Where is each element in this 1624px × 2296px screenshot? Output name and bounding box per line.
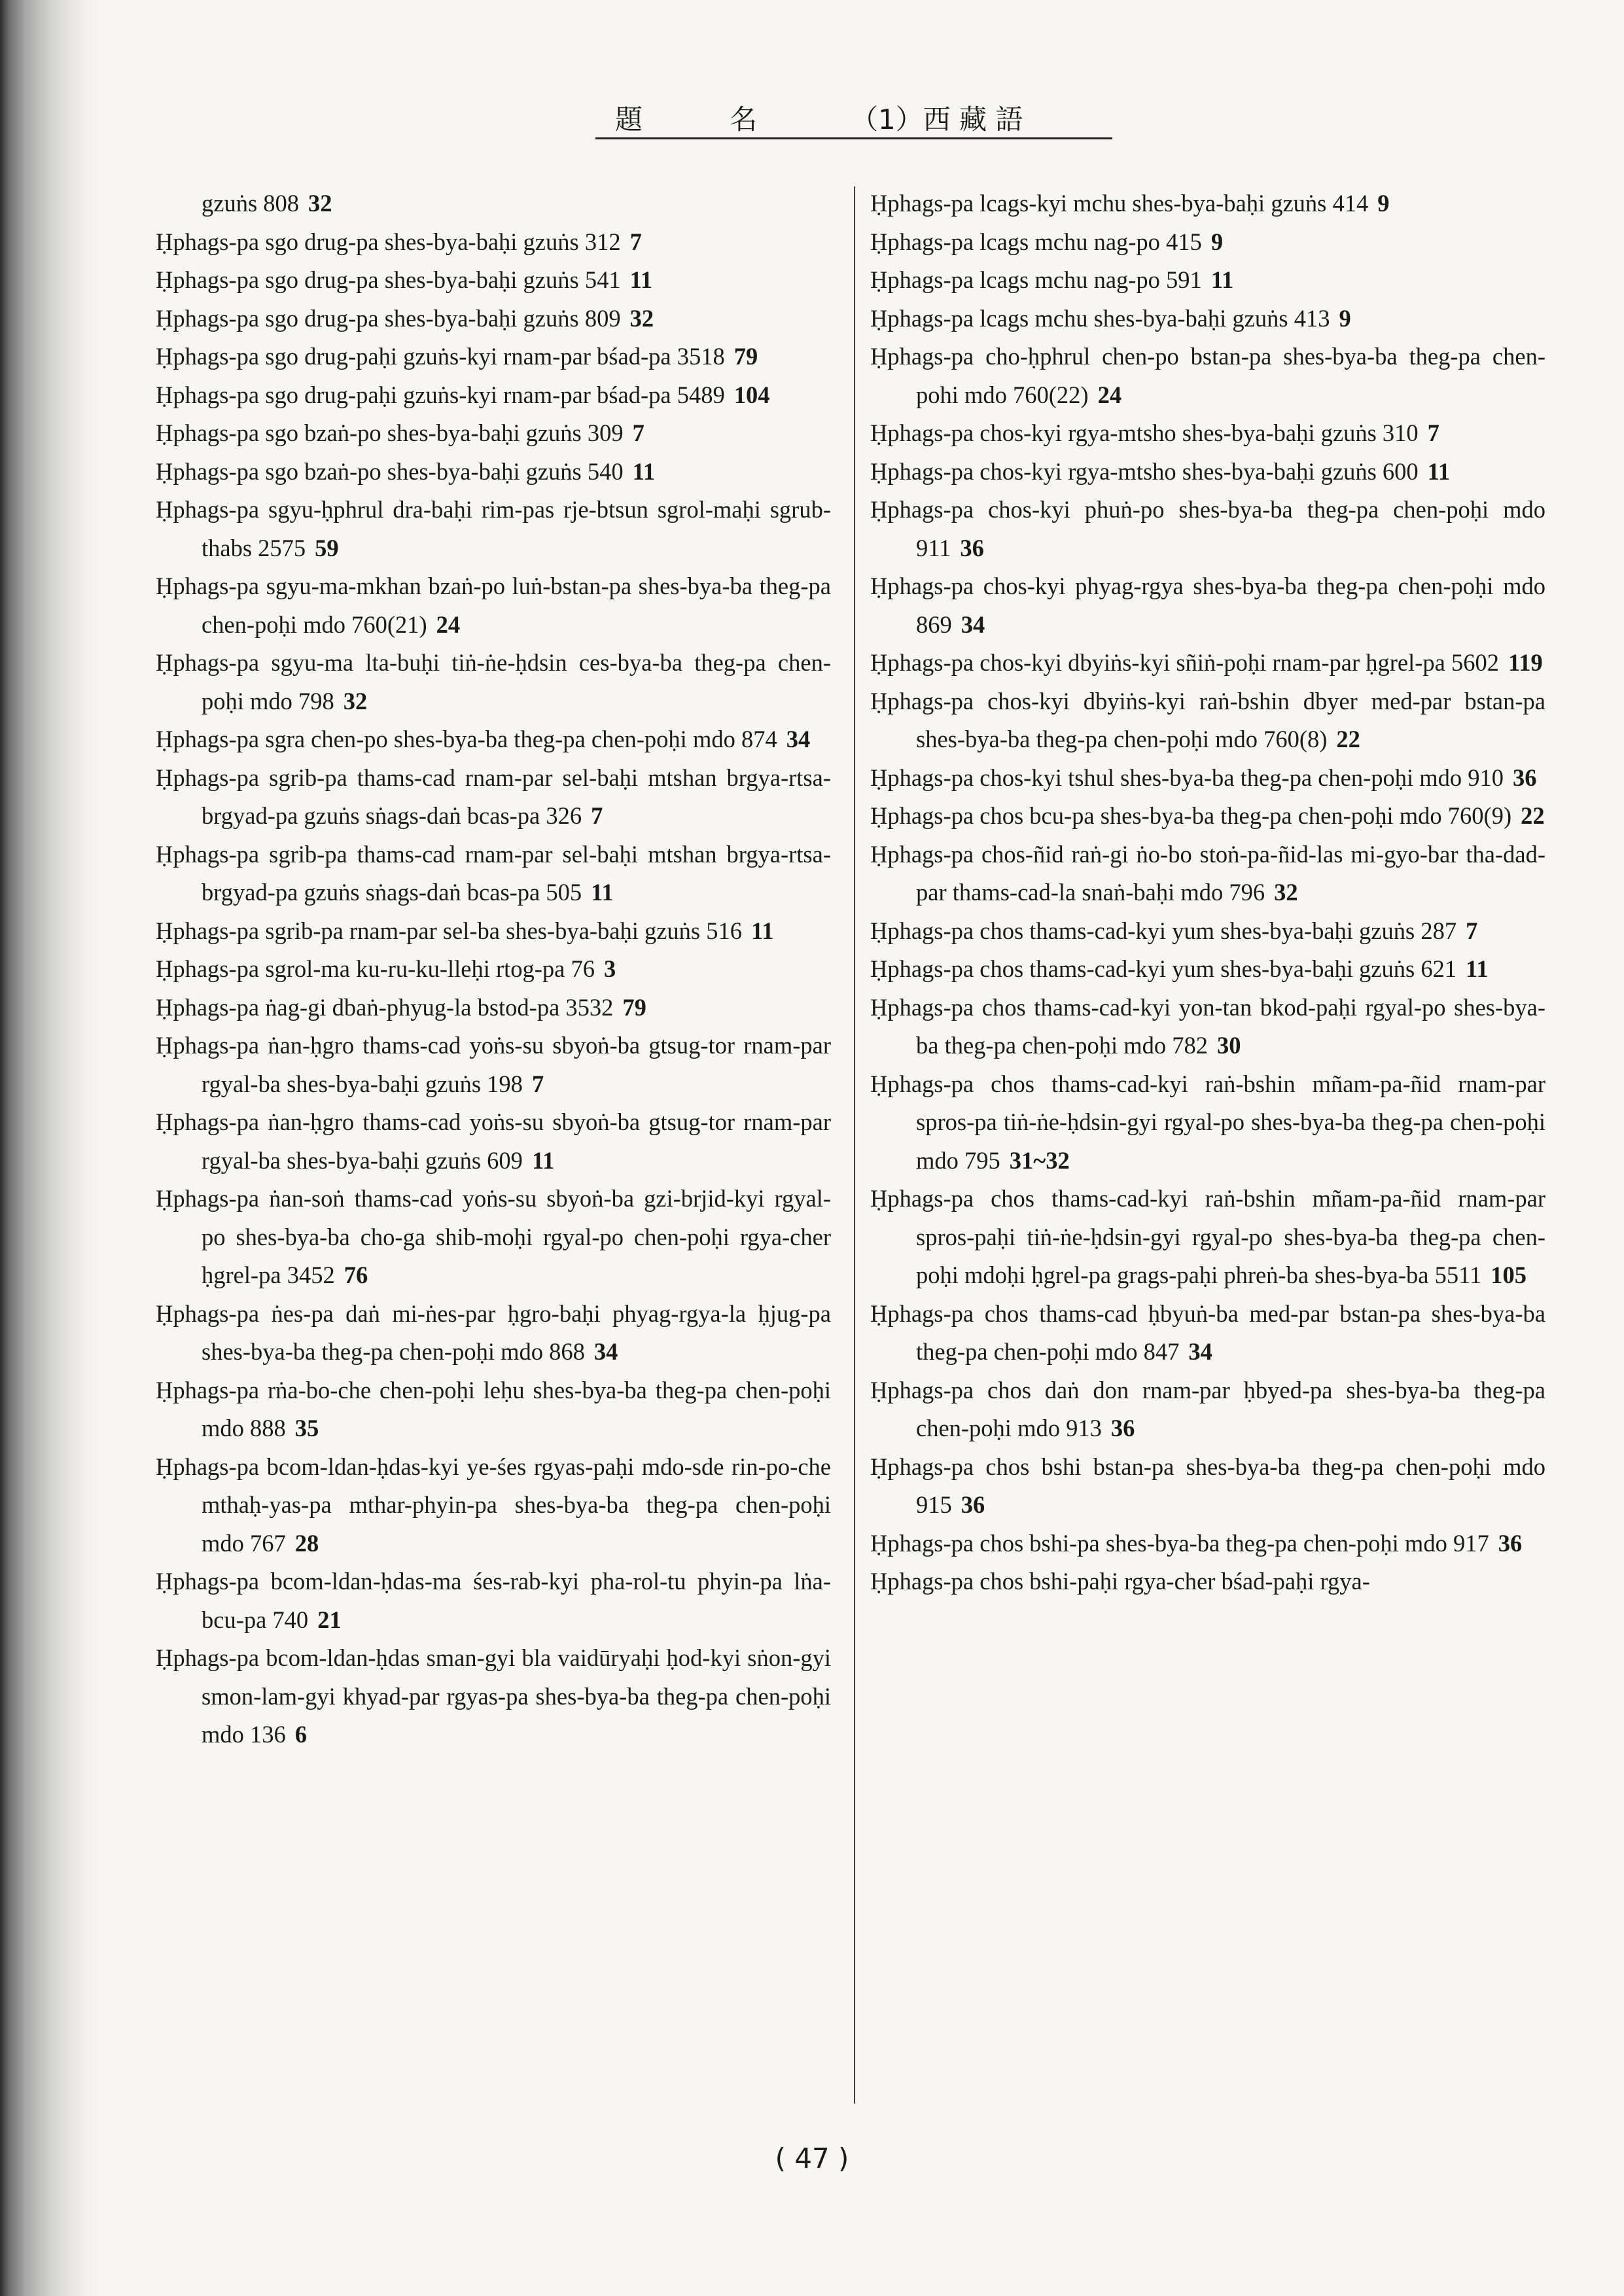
entry-title: Ḥphags-pa sgrol-ma ku-ru-ku-lleḥi rtog-pa 76 xyxy=(156,955,595,982)
entry-page-ref: 76 xyxy=(344,1262,368,1288)
index-entry xyxy=(870,491,1545,567)
index-entry xyxy=(156,1563,831,1639)
index-entry xyxy=(156,1448,831,1563)
entry-title: Ḥphags-pa chos bshi-paḥi rgya-cher bśad-paḥi rgya- xyxy=(870,1568,1370,1595)
entry-title: Ḥphags-pa ṅan-ḥgro thams-cad yoṅs-su sbyoṅ-ba gtsug-tor rnam-par rgyal-ba shes-bya-baḥi gzuṅs 198 xyxy=(156,1032,831,1097)
page-number: ( 47 ) xyxy=(775,2142,849,2174)
entry-title: Ḥphags-pa sgo drug-paḥi gzuṅs-kyi rnam-par bśad-pa 3518 xyxy=(156,343,725,370)
entry-page-ref: 36 xyxy=(1110,1415,1135,1441)
entry-page-ref: 30 xyxy=(1216,1032,1241,1059)
index-entry xyxy=(156,338,831,376)
entry-title: Ḥphags-pa sgyu-ma-mkhan bzaṅ-po luṅ-bstan-pa shes-bya-ba theg-pa chen-poḥi mdo 760(21) xyxy=(156,573,831,638)
entry-page-ref: 11 xyxy=(531,1146,555,1174)
entry-title: Ḥphags-pa sgo drug-pa shes-bya-baḥi gzuṅs 541 xyxy=(156,266,621,293)
entry-page-ref: 3 xyxy=(604,955,616,982)
entry-page-ref: 79 xyxy=(622,993,646,1021)
entry-page-ref: 22 xyxy=(1336,726,1360,752)
index-entry xyxy=(870,759,1545,798)
index-entry xyxy=(870,453,1545,491)
entry-page-ref: 119 xyxy=(1508,649,1543,676)
entry-title: Ḥphags-pa chos thams-cad ḥbyuṅ-ba med-par bstan-pa shes-bya-ba theg-pa chen-poḥi mdo 847 xyxy=(870,1299,1545,1365)
entry-page-ref: 34 xyxy=(786,726,811,752)
entry-title: Ḥphags-pa sgrib-pa thams-cad rnam-par sel-baḥi mtshan brgya-rtsa-brgyad-pa gzuṅs sṅags-daṅ bcas-pa 326 xyxy=(156,764,831,829)
index-entry xyxy=(156,836,831,912)
entry-title: Ḥphags-pa ṅes-pa daṅ mi-ṅes-par ḥgro-baḥi phyag-rgya-la ḥjug-pa shes-bya-ba theg-pa chen-poḥi mdo 868 xyxy=(156,1299,831,1365)
index-entry xyxy=(870,950,1545,989)
index-entry xyxy=(870,1371,1545,1448)
entry-title: Ḥphags-pa sgo drug-pa shes-bya-baḥi gzuṅs 312 xyxy=(156,228,621,255)
entry-page-ref: 105 xyxy=(1491,1262,1527,1288)
entry-page-ref: 11 xyxy=(1210,266,1234,293)
index-entry xyxy=(156,414,831,453)
index-entry xyxy=(870,644,1545,682)
entry-page-ref: 11 xyxy=(591,879,614,906)
entry-title: Ḥphags-pa cho-ḥphrul chen-po bstan-pa shes-bya-ba theg-pa chen-pohi mdo 760(22) xyxy=(870,343,1545,408)
index-entry xyxy=(156,912,831,951)
index-entry xyxy=(156,759,831,836)
index-entry xyxy=(870,1180,1545,1295)
index-entry xyxy=(156,453,831,491)
index-entry xyxy=(870,1065,1545,1180)
index-entry xyxy=(870,1563,1545,1601)
entry-page-ref: 28 xyxy=(294,1529,319,1557)
entry-page-ref: 7 xyxy=(629,228,642,255)
entry-title: Ḥphags-pa chos thams-cad-kyi yum shes-bya-baḥi gzuṅs 621 xyxy=(870,955,1457,982)
entry-title: Ḥphags-pa sgo bzaṅ-po shes-bya-baḥi gzuṅs 309 xyxy=(156,419,624,446)
index-entry xyxy=(156,185,831,223)
index-entry xyxy=(156,491,831,567)
entry-title: Ḥphags-pa sgrib-pa thams-cad rnam-par sel-baḥi mtshan brgya-rtsa-brgyad-pa gzuṅs sṅags-daṅ bcas-pa 505 xyxy=(156,840,831,906)
entry-page-ref: 9 xyxy=(1210,228,1224,255)
entry-title: Ḥphags-pa chos-kyi rgya-mtsho shes-bya-baḥi gzuṅs 600 xyxy=(870,457,1419,485)
entry-title: Ḥphags-pa rṅa-bo-che chen-poḥi leḥu shes-bya-ba theg-pa chen-poḥi mdo 888 xyxy=(156,1376,831,1441)
entry-page-ref: 34 xyxy=(593,1338,618,1365)
entry-title: Ḥphags-pa lcags mchu nag-po 591 xyxy=(870,266,1202,293)
entry-title: Ḥphags-pa bcom-ldan-ḥdas-kyi ye-śes rgyas-paḥi mdo-sde rin-po-che mthaḥ-yas-pa mthar-phyin-pa shes-bya-ba theg-pa chen-poḥi mdo 767 xyxy=(156,1453,831,1557)
entry-title: Ḥphags-pa chos-kyi dbyiṅs-kyi raṅ-bshin dbyer med-par bstan-pa shes-bya-ba theg-pa chen-poḥi mdo 760(8) xyxy=(870,687,1545,752)
entry-title: Ḥphags-pa sgo drug-pa shes-bya-baḥi gzuṅs 809 xyxy=(156,304,621,332)
index-entry xyxy=(870,338,1545,414)
entry-page-ref: 7 xyxy=(591,802,603,829)
index-entry xyxy=(156,300,831,338)
index-entry xyxy=(156,567,831,644)
index-entry xyxy=(870,567,1545,644)
index-entry xyxy=(870,989,1545,1065)
entry-page-ref: 32 xyxy=(1274,879,1298,906)
entry-title: Ḥphags-pa chos daṅ don rnam-par ḥbyed-pa shes-bya-ba theg-pa chen-poḥi mdo 913 xyxy=(870,1376,1545,1441)
entry-page-ref: 11 xyxy=(1466,955,1489,982)
index-entry xyxy=(870,1448,1545,1525)
entry-title: Ḥphags-pa sgra chen-po shes-bya-ba theg-pa chen-poḥi mdo 874 xyxy=(156,726,777,752)
entry-page-ref: 24 xyxy=(436,610,461,638)
index-entry xyxy=(156,223,831,262)
entry-page-ref: 104 xyxy=(733,381,770,408)
header-title-char-1: 題 xyxy=(615,103,643,135)
entry-title: Ḥphags-pa chos thams-cad-kyi raṅ-bshin mñam-pa-ñid rnam-par spros-paḥi tiṅ-ṅe-ḥdsin-gyi rgyal-po shes-bya-ba theg-pa chen-poḥi mdoḥi ḥgrel-pa grags-paḥi phreṅ-ba shes-bya-ba 5511 xyxy=(870,1185,1545,1288)
column-divider xyxy=(854,186,855,2104)
entry-title: Ḥphags-pa chos-kyi rgya-mtsho shes-bya-baḥi gzuṅs 310 xyxy=(870,419,1419,446)
entry-title: Ḥphags-pa sgyu-ma lta-buḥi tiṅ-ṅe-ḥdsin ces-bya-ba theg-pa chen-poḥi mdo 798 xyxy=(156,649,831,715)
entry-page-ref: 11 xyxy=(629,266,653,293)
entry-title: Ḥphags-pa sgrib-pa rnam-par sel-ba shes-bya-baḥi gzuṅs 516 xyxy=(156,917,742,944)
entry-title: Ḥphags-pa chos bshi-pa shes-bya-ba theg-pa chen-poḥi mdo 917 xyxy=(870,1529,1489,1557)
entry-page-ref: 31~32 xyxy=(1009,1146,1070,1174)
entry-title: Ḥphags-pa ṅan-ḥgro thams-cad yoṅs-su sbyoṅ-ba gtsug-tor rnam-par rgyal-ba shes-bya-baḥi gzuṅs 609 xyxy=(156,1108,831,1174)
index-entry xyxy=(156,720,831,759)
index-entry xyxy=(870,300,1545,338)
scan-binding-edge xyxy=(0,0,98,2296)
entry-page-ref: 11 xyxy=(632,457,656,485)
entry-title: Ḥphags-pa lcags mchu shes-bya-baḥi gzuṅs 413 xyxy=(870,304,1330,332)
index-entry xyxy=(870,836,1545,912)
entry-page-ref: 7 xyxy=(1427,419,1439,446)
index-entry xyxy=(870,682,1545,759)
entry-page-ref: 36 xyxy=(1498,1529,1523,1557)
entry-title: Ḥphags-pa chos thams-cad-kyi raṅ-bshin mñam-pa-ñid rnam-par spros-pa tiṅ-ṅe-ḥdsin-gyi rgyal-po shes-bya-ba theg-pa chen-poḥi mdo 795 xyxy=(870,1070,1545,1174)
entry-title: Ḥphags-pa sgyu-ḥphrul dra-baḥi rim-pas rje-btsun sgrol-maḥi sgrub-thabs 2575 xyxy=(156,496,831,561)
left-column xyxy=(156,185,831,1754)
entry-title: Ḥphags-pa ṅag-gi dbaṅ-phyug-la bstod-pa 3532 xyxy=(156,993,614,1021)
entry-page-ref: 6 xyxy=(294,1721,308,1748)
entry-page-ref: 79 xyxy=(733,343,758,370)
entry-page-ref: 36 xyxy=(961,1491,985,1518)
index-entry xyxy=(870,223,1545,262)
entry-page-ref: 7 xyxy=(1466,917,1478,944)
entry-page-ref: 35 xyxy=(294,1415,319,1441)
entry-page-ref: 7 xyxy=(531,1070,544,1097)
index-entry xyxy=(156,1295,831,1371)
index-entry xyxy=(156,1103,831,1180)
index-entry xyxy=(156,376,831,415)
entry-title: Ḥphags-pa chos-ñid raṅ-gi ṅo-bo stoṅ-pa-ñid-las mi-gyo-bar tha-dad-par thams-cad-la snaṅ-baḥi mdo 796 xyxy=(870,840,1545,906)
entry-title: Ḥphags-pa chos-kyi tshul shes-bya-ba theg-pa chen-poḥi mdo 910 xyxy=(870,764,1504,791)
entry-page-ref: 22 xyxy=(1521,802,1545,829)
entry-title: Ḥphags-pa lcags-kyi mchu shes-bya-baḥi gzuṅs 414 xyxy=(870,190,1369,217)
entry-page-ref: 9 xyxy=(1339,304,1351,332)
index-entry xyxy=(156,261,831,300)
entry-page-ref: 32 xyxy=(629,304,654,332)
entry-page-ref: 36 xyxy=(1513,764,1537,791)
index-entry xyxy=(870,912,1545,951)
index-entry xyxy=(870,1525,1545,1563)
entry-title: Ḥphags-pa chos thams-cad-kyi yum shes-bya-baḥi gzuṅs 287 xyxy=(870,917,1457,944)
index-entry xyxy=(156,1027,831,1103)
entry-page-ref: 24 xyxy=(1097,381,1122,408)
entry-title: Ḥphags-pa chos-kyi dbyiṅs-kyi sñiṅ-poḥi rnam-par ḥgrel-pa 5602 xyxy=(870,649,1499,676)
index-entry xyxy=(870,797,1545,836)
index-entry xyxy=(156,1371,831,1448)
index-entry xyxy=(870,185,1545,223)
index-entry xyxy=(870,414,1545,453)
entry-title: Ḥphags-pa bcom-ldan-ḥdas sman-gyi bla vaidūryaḥi ḥod-kyi sṅon-gyi smon-lam-gyi khyad-par rgyas-pa shes-bya-ba theg-pa chen-poḥi mdo 136 xyxy=(156,1644,831,1748)
entry-page-ref: 21 xyxy=(317,1606,342,1633)
entry-page-ref: 7 xyxy=(632,419,644,446)
entry-page-ref: 11 xyxy=(1427,457,1451,485)
entry-page-ref: 59 xyxy=(315,534,339,561)
entry-page-ref: 32 xyxy=(308,190,332,217)
entry-title: Ḥphags-pa chos-kyi phyag-rgya shes-bya-ba theg-pa chen-poḥi mdo 869 xyxy=(870,573,1545,638)
entry-title: gzuṅs 808 xyxy=(202,190,300,217)
header-section: （1）西 藏 語 xyxy=(851,103,1023,135)
index-entry xyxy=(870,1295,1545,1371)
index-entry xyxy=(156,1180,831,1295)
index-entry xyxy=(870,261,1545,300)
index-entry xyxy=(156,950,831,989)
entry-page-ref: 34 xyxy=(1188,1338,1212,1365)
index-entry xyxy=(156,644,831,720)
entry-title: Ḥphags-pa chos bcu-pa shes-bya-ba theg-pa chen-poḥi mdo 760(9) xyxy=(870,802,1512,829)
running-header xyxy=(595,98,1112,139)
entry-title: Ḥphags-pa ṅan-soṅ thams-cad yoṅs-su sbyoṅ-ba gzi-brjid-kyi rgyal-po shes-bya-ba cho-ga shib-moḥi rgyal-po chen-poḥi rgya-cher ḥgrel-pa 3452 xyxy=(156,1185,831,1288)
entry-title: Ḥphags-pa chos thams-cad-kyi yon-tan bkod-paḥi rgyal-po shes-bya-ba theg-pa chen-poḥi mdo 782 xyxy=(870,993,1545,1059)
right-column xyxy=(870,185,1545,1601)
entry-page-ref: 36 xyxy=(960,534,984,561)
entry-page-ref: 11 xyxy=(751,917,774,944)
entry-page-ref: 9 xyxy=(1377,190,1390,217)
entry-title: Ḥphags-pa chos-kyi phuṅ-po shes-bya-ba theg-pa chen-poḥi mdo 911 xyxy=(870,496,1545,561)
entry-title: Ḥphags-pa sgo bzaṅ-po shes-bya-baḥi gzuṅs 540 xyxy=(156,457,624,485)
entry-page-ref: 34 xyxy=(961,610,985,638)
entry-title: Ḥphags-pa bcom-ldan-ḥdas-ma śes-rab-kyi pha-rol-tu phyin-pa lṅa-bcu-pa 740 xyxy=(156,1568,831,1633)
entry-page-ref: 32 xyxy=(343,687,368,715)
header-title-char-2: 名 xyxy=(730,103,758,135)
index-entry xyxy=(156,1639,831,1754)
entry-title: Ḥphags-pa lcags mchu nag-po 415 xyxy=(870,228,1202,255)
entry-title: Ḥphags-pa chos bshi bstan-pa shes-bya-ba theg-pa chen-poḥi mdo 915 xyxy=(870,1453,1545,1518)
entry-title: Ḥphags-pa sgo drug-paḥi gzuṅs-kyi rnam-par bśad-pa 5489 xyxy=(156,381,725,408)
index-entry xyxy=(156,989,831,1027)
